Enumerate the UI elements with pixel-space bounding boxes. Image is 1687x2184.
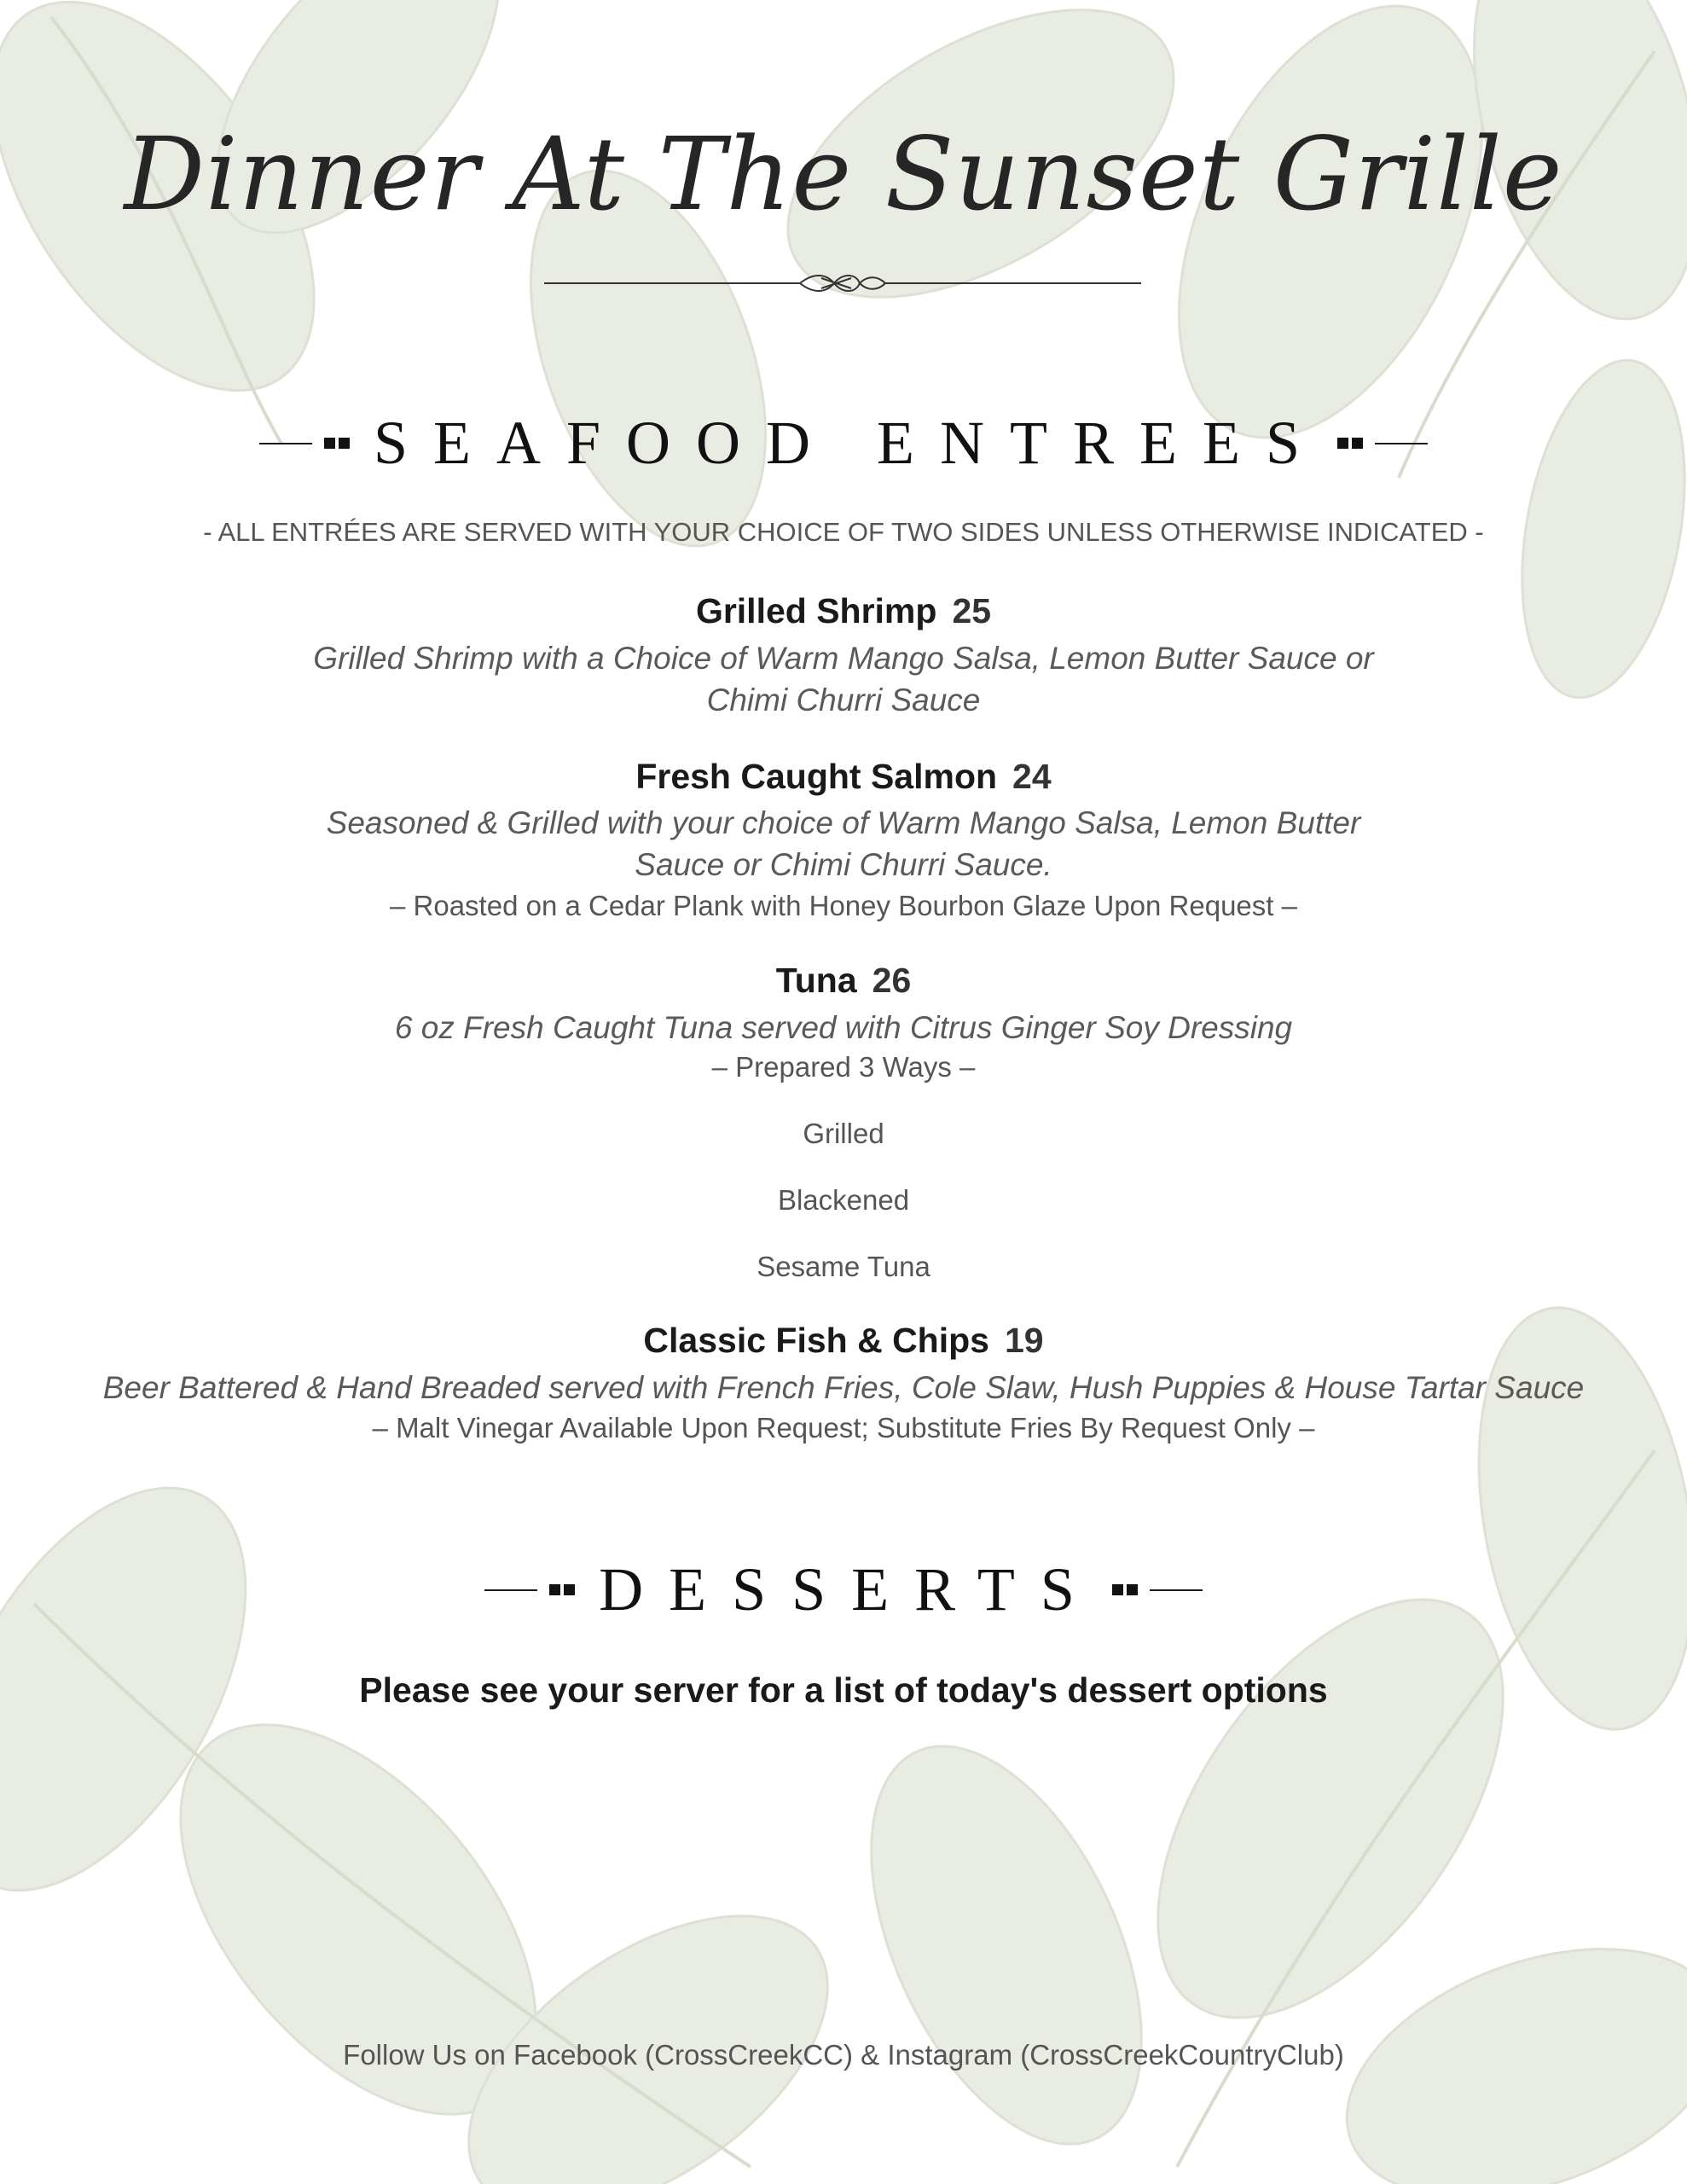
item-name: Classic Fish & Chips: [643, 1321, 989, 1360]
preparation-option: Blackened: [777, 1184, 910, 1216]
heading-ornament-right: [1336, 438, 1365, 449]
item-description: [0, 802, 1687, 886]
item-name: Fresh Caught Salmon: [635, 757, 998, 796]
heading-ornament-left: [548, 1584, 577, 1595]
heading-rule-left: [484, 1589, 537, 1591]
item-price: 25: [952, 591, 992, 630]
sides-note: - ALL ENTRÉES ARE SERVED WITH YOUR CHOICE OF TWO SIDES UNLESS OTHERWISE INDICATED -: [203, 517, 1484, 547]
social-footer: Follow Us on Facebook (CrossCreekCC) & Instagram (CrossCreekCountryClub): [343, 2039, 1344, 2071]
item-description-line: Chimi Churri Sauce: [706, 682, 981, 717]
item-description-line: Grilled Shrimp with a Choice of Warm Mango Salsa, Lemon Butter Sauce or: [313, 641, 1374, 676]
title-divider-ornament: [544, 271, 1141, 295]
seafood-section-heading: [0, 408, 1687, 479]
desserts-section-heading: [0, 1554, 1687, 1625]
item-price: 24: [1012, 757, 1052, 796]
item-name: Tuna: [775, 961, 857, 1000]
item-description: [0, 1007, 1687, 1048]
menu-item-salmon: [0, 757, 1687, 797]
item-note: – Roasted on a Cedar Plank with Honey Bourbon Glaze Upon Request –: [390, 890, 1297, 921]
item-price: 26: [872, 961, 912, 1000]
item-name: Grilled Shrimp: [695, 591, 937, 630]
preparation-option: Grilled: [803, 1118, 884, 1149]
page-title: Dinner At The Sunset Grille: [124, 115, 1563, 233]
item-description-line: 6 oz Fresh Caught Tuna served with Citrus Ginger Soy Dressing: [394, 1010, 1293, 1045]
seafood-heading-label: SEAFOOD ENTREES: [373, 409, 1326, 477]
heading-ornament-right: [1110, 1584, 1139, 1595]
desserts-heading-label: DESSERTS: [599, 1555, 1100, 1623]
dessert-note: Please see your server for a list of today's dessert options: [359, 1670, 1328, 1710]
menu-item-fish-and-chips: [0, 1321, 1687, 1361]
item-description: [0, 1367, 1687, 1409]
item-description: [0, 637, 1687, 721]
menu-item-grilled-shrimp: [0, 591, 1687, 631]
preparation-option: Sesame Tuna: [757, 1251, 930, 1282]
item-description-line: Beer Battered & Hand Breaded served with French Fries, Cole Slaw, Hush Puppies & House Tartar Sauce: [102, 1370, 1585, 1405]
item-note: – Prepared 3 Ways –: [711, 1051, 976, 1083]
item-description-line: Sauce or Chimi Churri Sauce.: [635, 847, 1052, 882]
heading-rule-right: [1375, 443, 1428, 444]
heading-rule-right: [1150, 1589, 1203, 1591]
menu-item-tuna: [0, 961, 1687, 1001]
item-note: – Malt Vinegar Available Upon Request; Substitute Fries By Request Only –: [372, 1412, 1315, 1443]
item-description-line: Seasoned & Grilled with your choice of Warm Mango Salsa, Lemon Butter: [326, 805, 1361, 840]
item-price: 19: [1004, 1321, 1044, 1360]
heading-ornament-left: [322, 438, 351, 449]
heading-rule-left: [259, 443, 312, 444]
